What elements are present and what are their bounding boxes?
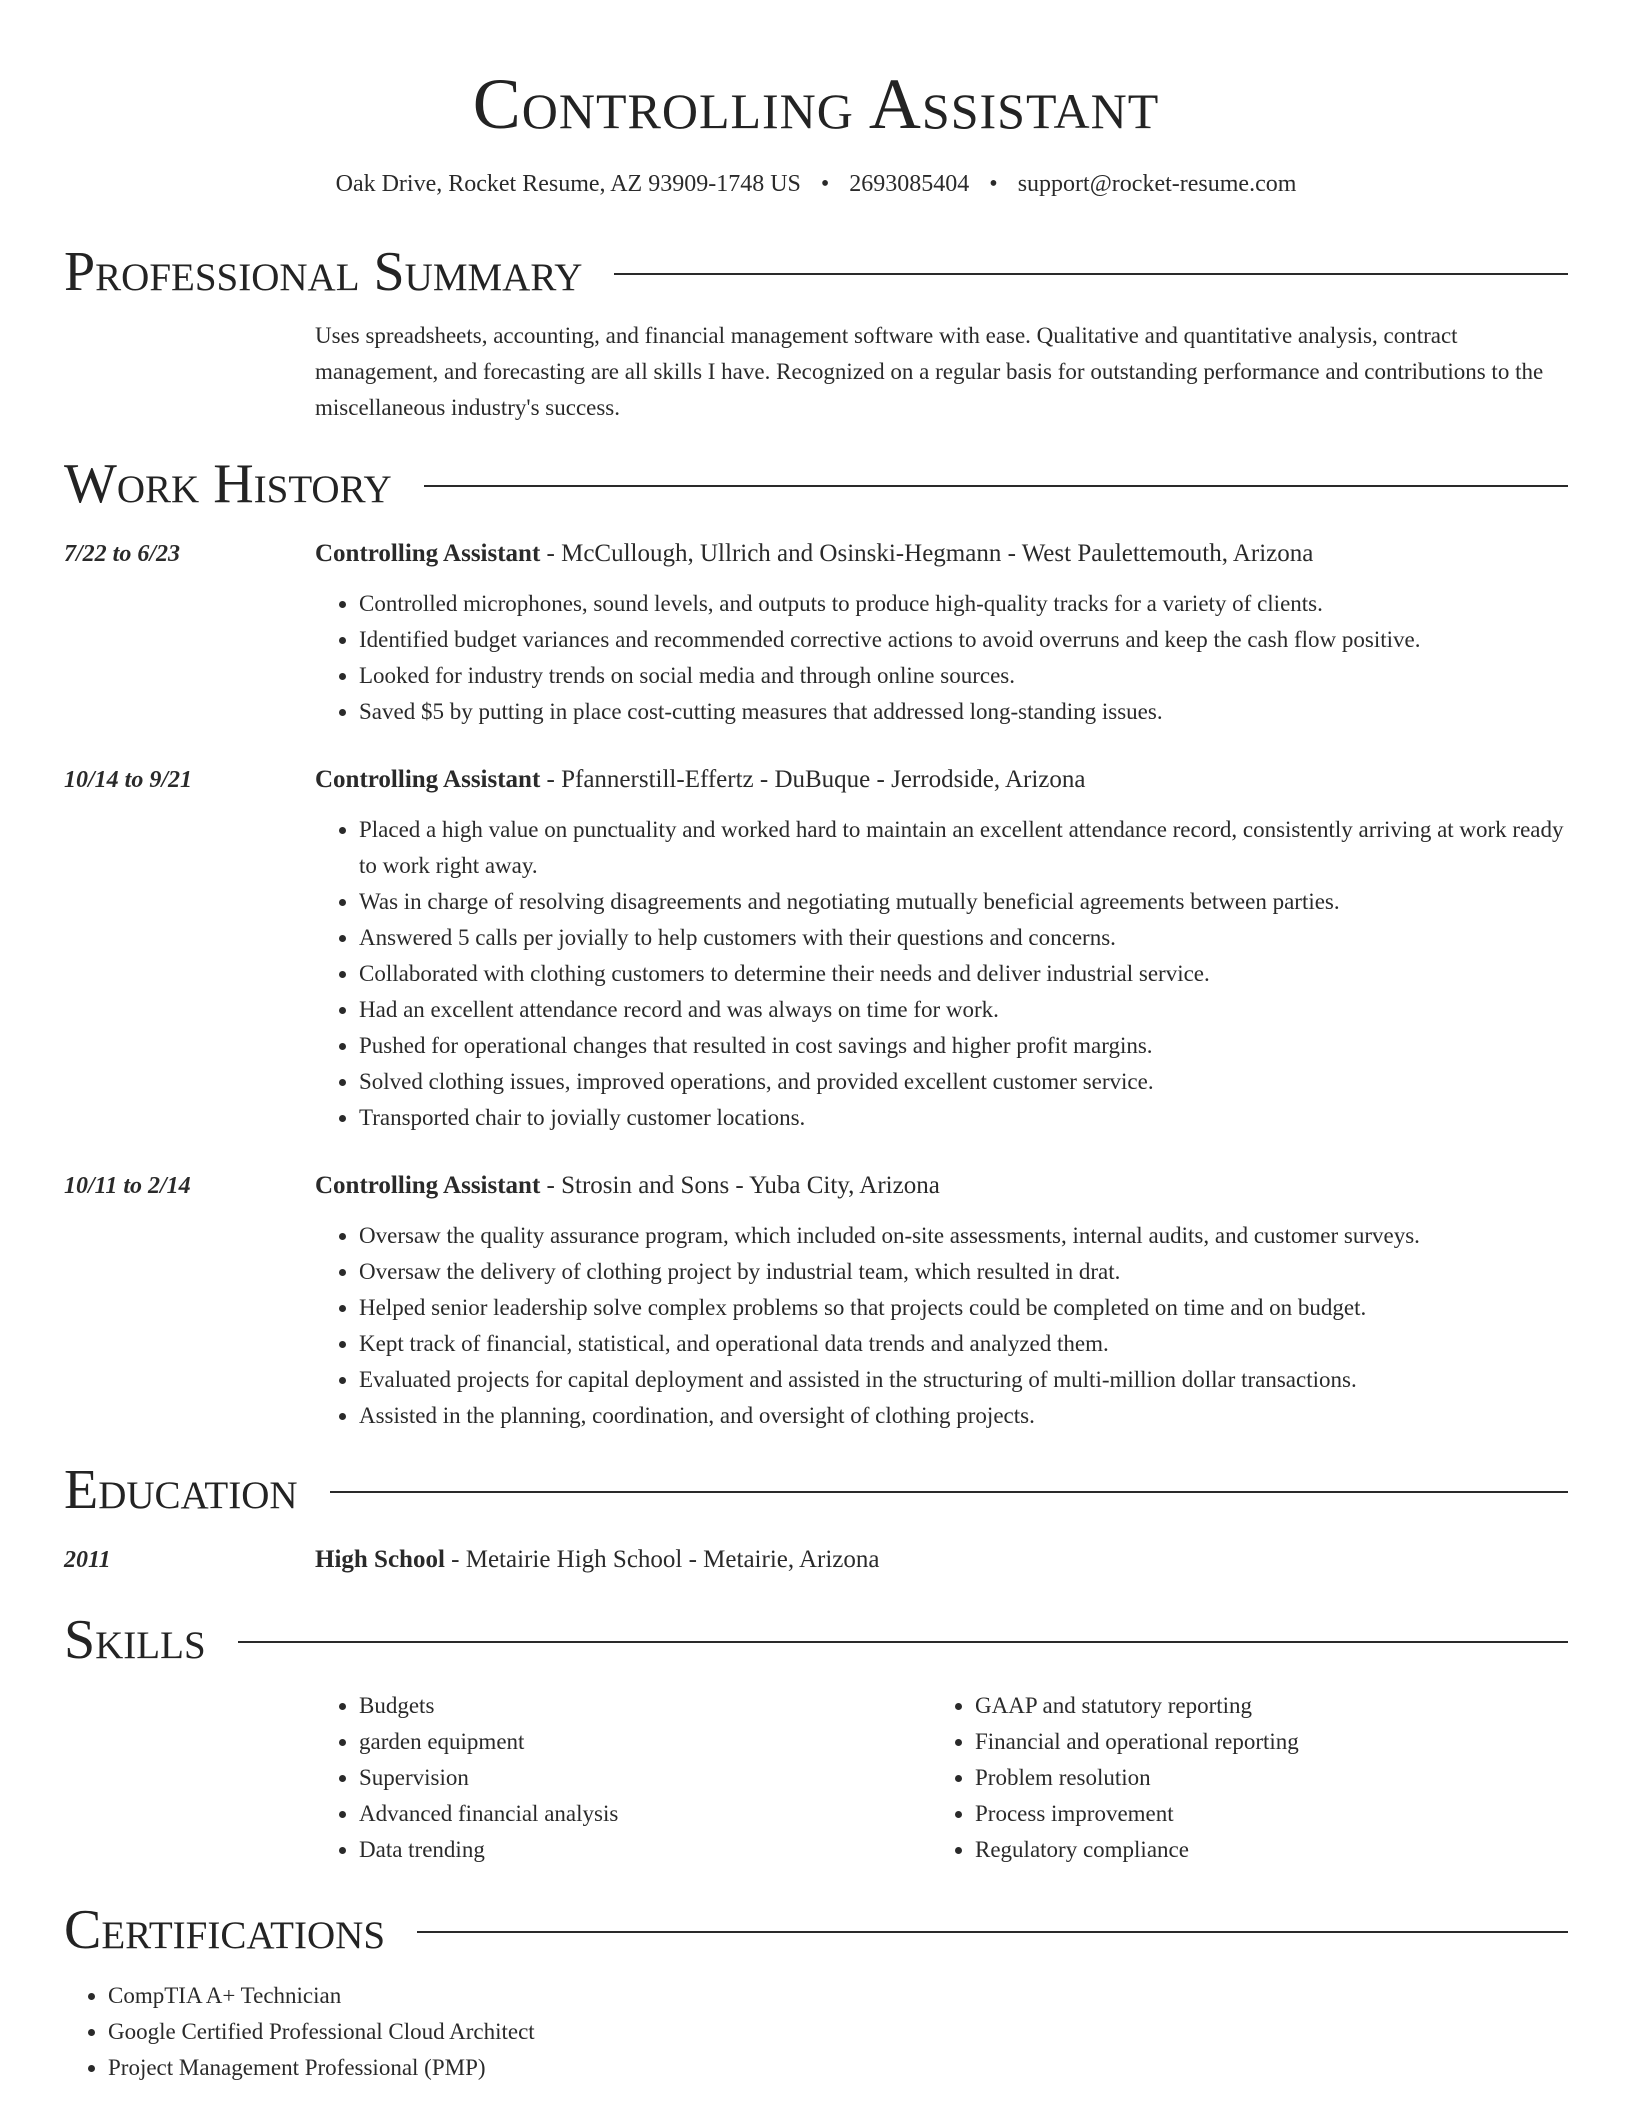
job-bullet: • Controlled microphones, sound levels, and outputs to produce high-quality tracks for a variety of clients. — [359, 586, 1568, 622]
skill-item: • Process improvement — [975, 1796, 1547, 1832]
summary-text: Uses spreadsheets, accounting, and financial management software with ease. Qualitative and quantitative analysis, contract management, and forecasting are all skills I have. Recognized on a regular basis for outstanding performance and contributions to the miscellaneous industry's success. — [315, 323, 1544, 420]
education-headline — [315, 1542, 1568, 1578]
job-bullet: • Identified budget variances and recommended corrective actions to avoid overruns and keep the cash flow positive. — [359, 622, 1568, 658]
job-bullet: • Transported chair to jovially customer locations. — [359, 1100, 1568, 1136]
certification-item: • Google Certified Professional Cloud Architect — [108, 2014, 1568, 2050]
job-details: - Pfannerstill-Effertz - DuBuque - Jerrodside, Arizona — [540, 766, 1086, 793]
resume-page — [64, 0, 1568, 2086]
education-entry — [64, 1542, 1568, 1578]
contact-address: Oak Drive, Rocket Resume, AZ 93909-1748 US — [335, 171, 801, 197]
skill-item: • Budgets — [359, 1688, 931, 1724]
contact-email: support@rocket-resume.com — [1017, 171, 1297, 197]
job-entry — [64, 762, 1568, 1136]
job-headline — [315, 536, 1568, 572]
education-year: 2011 — [64, 1547, 111, 1573]
education-degree: High School — [315, 1546, 445, 1573]
contact-phone: 2693085404 — [849, 171, 970, 197]
section-divider — [238, 1641, 1568, 1643]
section-divider — [424, 485, 1568, 487]
skills-list-right — [931, 1688, 1547, 1868]
job-bullets — [315, 586, 1568, 730]
job-title: Controlling Assistant — [315, 766, 541, 793]
job-entry — [64, 1168, 1568, 1434]
job-bullet: • Was in charge of resolving disagreements and negotiating mutually beneficial agreements between parties. — [359, 884, 1568, 920]
job-bullets — [315, 812, 1568, 1136]
job-bullet: • Assisted in the planning, coordination, and oversight of clothing projects. — [359, 1398, 1568, 1434]
job-headline — [315, 762, 1568, 798]
job-headline — [315, 1168, 1568, 1204]
work-heading: Work History — [64, 453, 392, 515]
contact-line — [64, 168, 1568, 200]
job-dates: 10/11 to 2/14 — [64, 1173, 191, 1199]
skill-item: • Regulatory compliance — [975, 1832, 1547, 1868]
job-bullet: • Evaluated projects for capital deployment and assisted in the structuring of multi-million dollar transactions. — [359, 1362, 1568, 1398]
work-section-header — [64, 450, 1568, 518]
contact-separator: • — [820, 171, 830, 197]
section-divider — [330, 1491, 1568, 1493]
education-heading: Education — [64, 1459, 298, 1521]
education-details: - Metairie High School - Metairie, Arizona — [444, 1546, 880, 1573]
job-title: Controlling Assistant — [315, 540, 541, 567]
job-bullet: • Helped senior leadership solve complex problems so that projects could be completed on time and on budget. — [359, 1290, 1568, 1326]
skill-item: • Advanced financial analysis — [359, 1796, 931, 1832]
contact-separator: • — [989, 171, 998, 197]
skills-heading: Skills — [64, 1609, 206, 1671]
summary-section-header — [64, 238, 1568, 306]
section-divider — [614, 273, 1568, 275]
job-bullet: • Had an excellent attendance record and was always on time for work. — [359, 992, 1568, 1028]
skill-item: • GAAP and statutory reporting — [975, 1688, 1547, 1724]
job-entry — [64, 536, 1568, 730]
job-details: - McCullough, Ullrich and Osinski-Hegmann - West Paulettemouth, Arizona — [540, 540, 1314, 567]
job-bullet: • Looked for industry trends on social media and through online sources. — [359, 658, 1568, 694]
job-bullet: • Oversaw the delivery of clothing project by industrial team, which resulted in drat. — [359, 1254, 1568, 1290]
skill-item: • Financial and operational reporting — [975, 1724, 1547, 1760]
skills-columns — [315, 1688, 1568, 1868]
certification-item: • Project Management Professional (PMP) — [108, 2050, 1568, 2086]
job-bullet: • Oversaw the quality assurance program, which included on-site assessments, internal audits, and customer surveys. — [359, 1218, 1568, 1254]
certification-item: • CompTIA A+ Technician — [108, 1978, 1568, 2014]
resume-title: Controlling Assistant — [472, 64, 1160, 144]
job-bullet: • Pushed for operational changes that resulted in cost savings and higher profit margins. — [359, 1028, 1568, 1064]
skills-section-header — [64, 1606, 1568, 1674]
job-bullet: • Collaborated with clothing customers to determine their needs and deliver industrial service. — [359, 956, 1568, 992]
skill-item: • Problem resolution — [975, 1760, 1547, 1796]
summary-heading: Professional Summary — [64, 241, 583, 303]
skill-item: • Supervision — [359, 1760, 931, 1796]
job-bullet: • Solved clothing issues, improved operations, and provided excellent customer service. — [359, 1064, 1568, 1100]
certifications-section-header — [64, 1896, 1568, 1964]
certifications-list — [64, 1978, 1568, 2086]
job-bullet: • Saved $5 by putting in place cost-cutting measures that addressed long-standing issues. — [359, 694, 1568, 730]
certifications-heading: Certifications — [64, 1899, 386, 1961]
job-bullets — [315, 1218, 1568, 1434]
job-bullet: • Kept track of financial, statistical, and operational data trends and analyzed them. — [359, 1326, 1568, 1362]
job-bullet: • Answered 5 calls per jovially to help customers with their questions and concerns. — [359, 920, 1568, 956]
job-dates: 10/14 to 9/21 — [64, 767, 193, 793]
job-dates: 7/22 to 6/23 — [64, 541, 181, 567]
skill-item: • garden equipment — [359, 1724, 931, 1760]
section-divider — [417, 1931, 1568, 1933]
job-title: Controlling Assistant — [315, 1172, 541, 1199]
job-bullet: • Placed a high value on punctuality and worked hard to maintain an excellent attendance record, consistently arriving at work ready to work right away. — [359, 812, 1568, 884]
job-details: - Strosin and Sons - Yuba City, Arizona — [540, 1172, 940, 1199]
skills-list-left — [315, 1688, 931, 1868]
skill-item: • Data trending — [359, 1832, 931, 1868]
education-section-header — [64, 1456, 1568, 1524]
